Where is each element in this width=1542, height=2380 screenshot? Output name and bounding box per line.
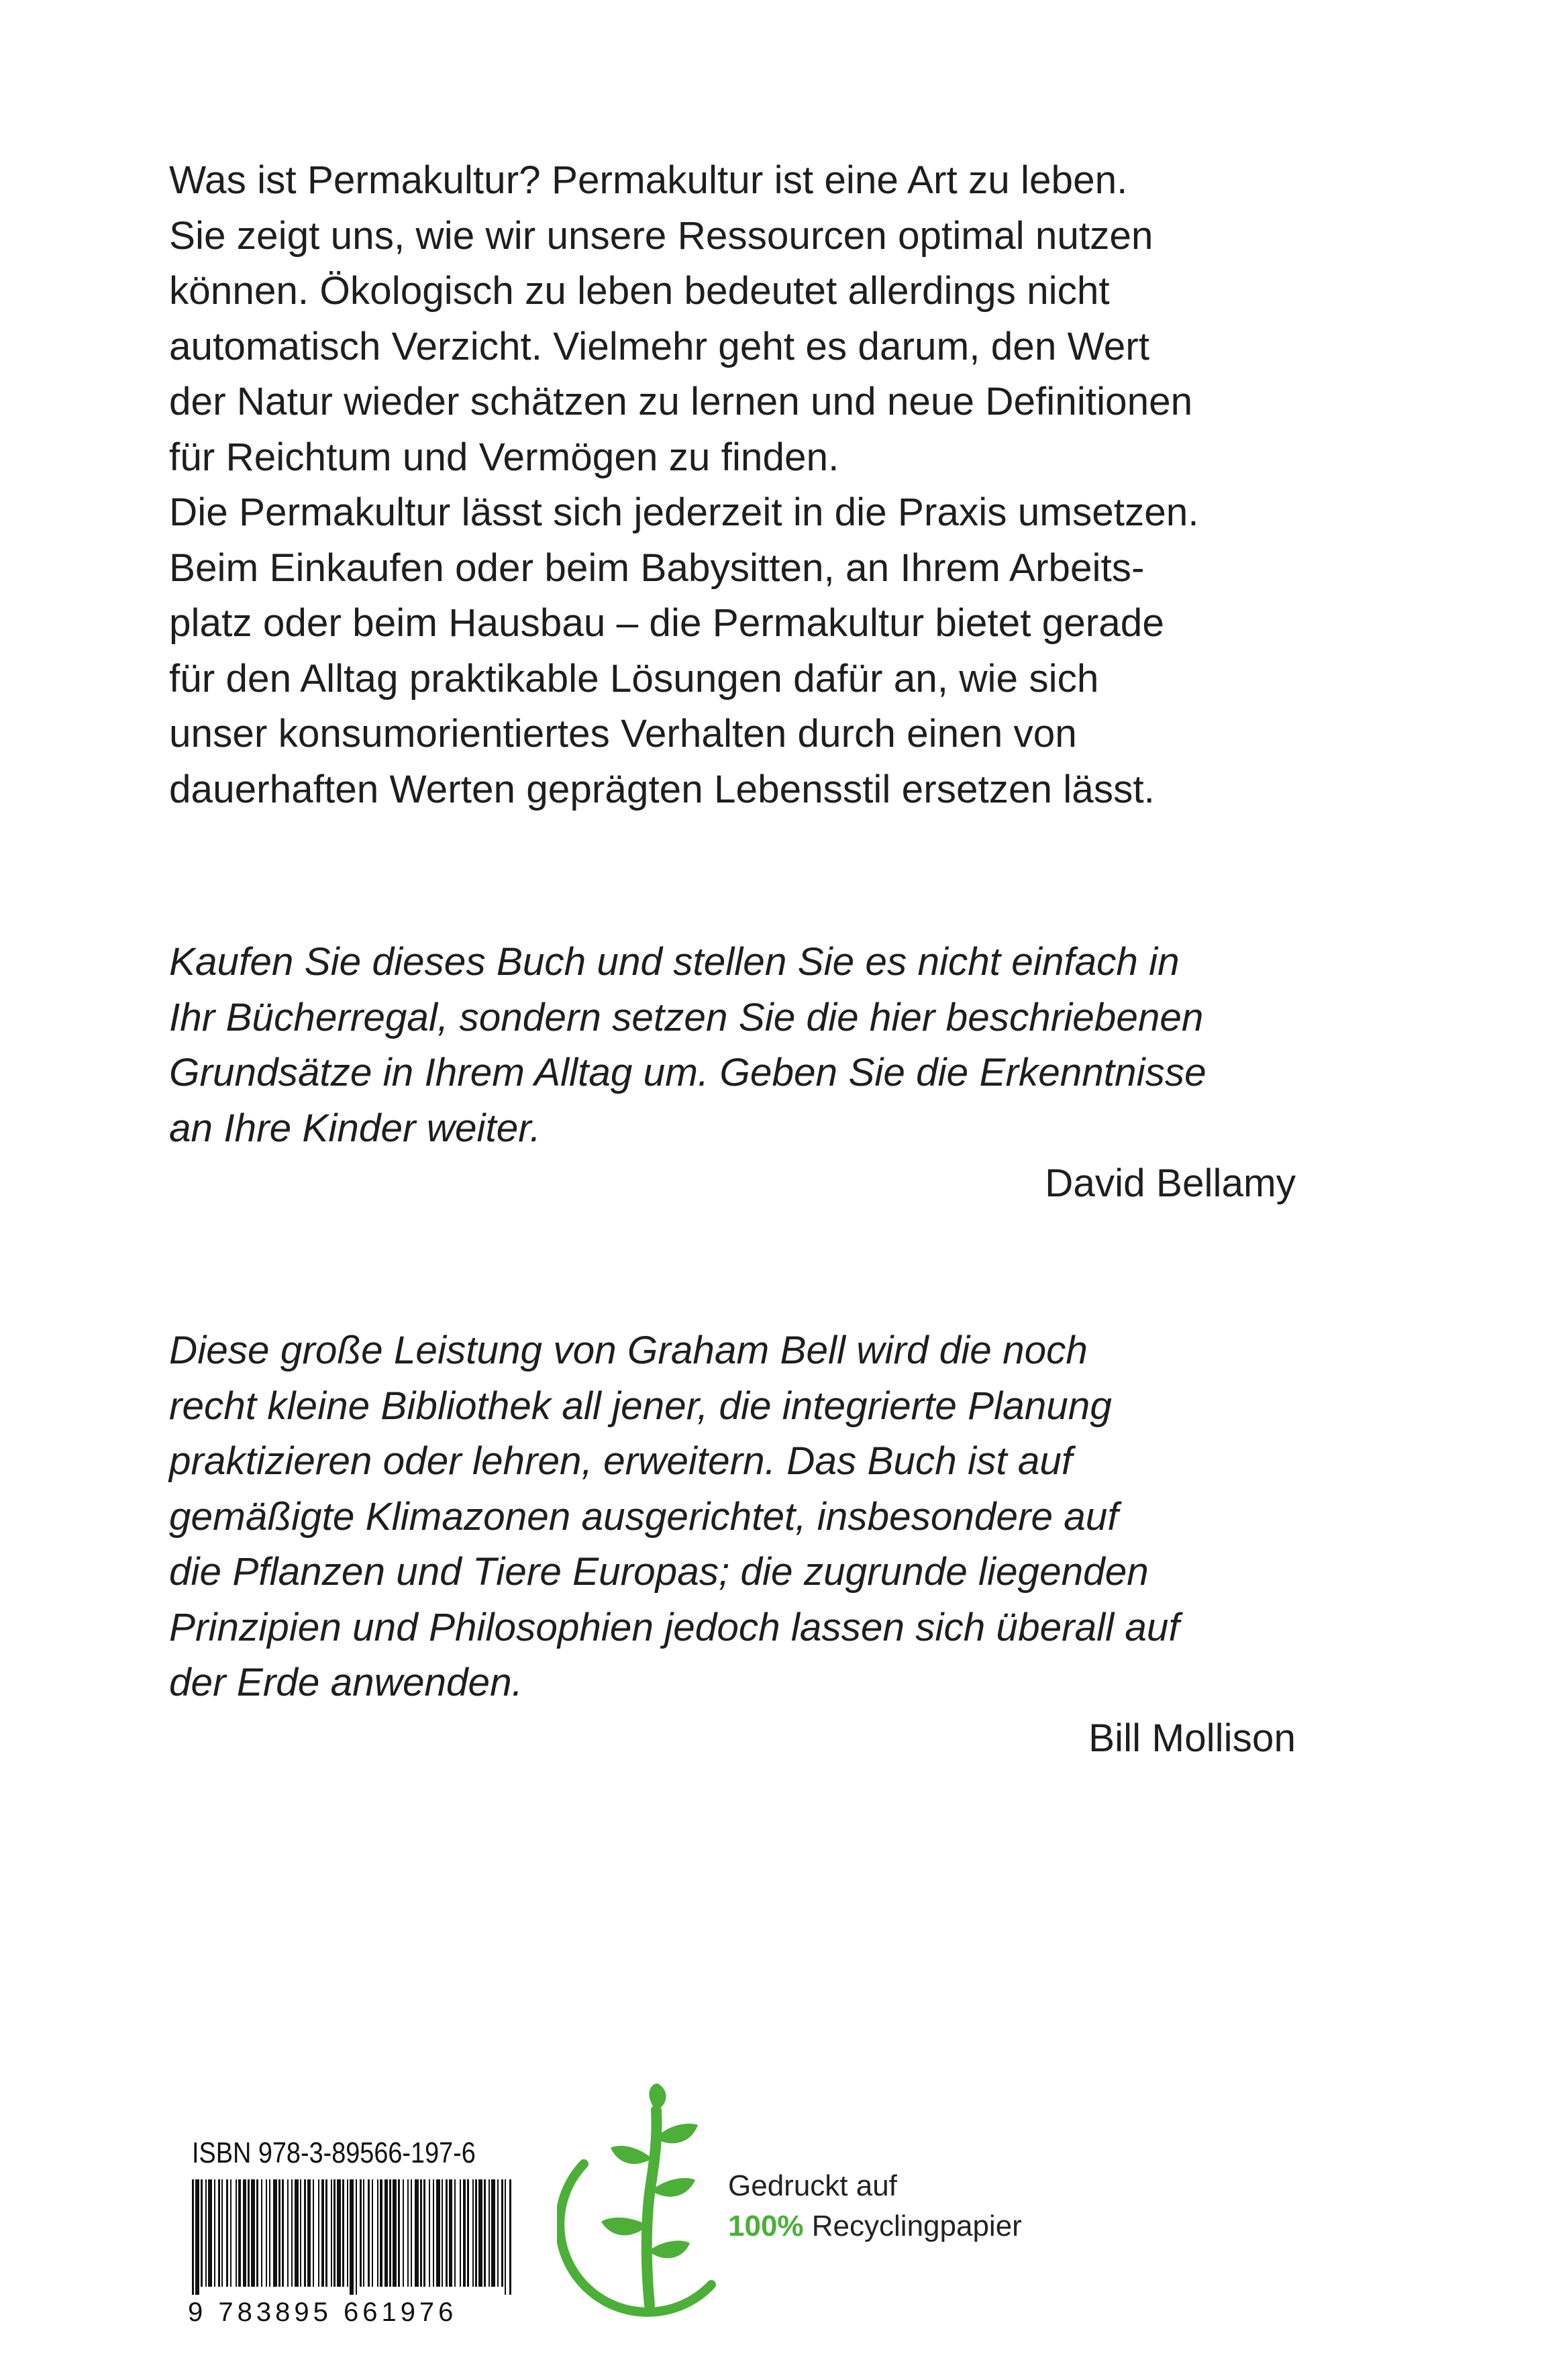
quote-line: die Pflanzen und Tiere Europas; die zugrunde liegenden [169, 1550, 1149, 1594]
barcode-bar [300, 2179, 301, 2287]
barcode-bar [380, 2179, 382, 2287]
eco-badge-line1: Gedruckt auf [728, 2169, 897, 2202]
text-line: Beim Einkaufen oder beim Babysitten, an Ihrem Arbeits- [169, 546, 1145, 590]
barcode-bar [331, 2179, 332, 2287]
barcode-bar [243, 2179, 246, 2287]
barcode-bar [248, 2179, 250, 2287]
quote-line: Diese große Leistung von Graham Bell wird die noch [169, 1329, 1088, 1372]
barcode-bar [278, 2179, 280, 2287]
barcode-bar [238, 2179, 241, 2287]
barcode-bar [467, 2179, 469, 2287]
quote-line: der Erde anwenden. [169, 1661, 523, 1704]
eco-badge-percent: 100% [728, 2210, 804, 2242]
plant-sprout-icon [557, 2083, 738, 2318]
barcode-bar [372, 2179, 373, 2287]
intro-text [169, 153, 1296, 817]
barcode-bar [325, 2179, 327, 2287]
barcode-bar [221, 2179, 223, 2287]
barcode-bar [291, 2179, 293, 2287]
barcode-bar [266, 2179, 267, 2287]
barcode-bar [446, 2179, 448, 2287]
barcode-bar [433, 2179, 434, 2287]
quote-line: Grundsätze in Ihrem Alltag um. Geben Sie die Erkenntnisse [169, 1051, 1206, 1094]
text-line: für Reichtum und Vermögen zu finden. [169, 435, 839, 479]
quote-line: praktizieren oder lehren, erweitern. Das Buch ist auf [169, 1439, 1073, 1483]
eco-badge-line2 [728, 2208, 1022, 2245]
isbn-label: ISBN 978-3-89566-197-6 [192, 2136, 476, 2169]
barcode-bar [360, 2179, 362, 2287]
quote-line: Ihr Bücherregal, sondern setzen Sie die hier beschriebenen [169, 995, 1204, 1039]
text-line: dauerhaften Werten geprägten Lebensstil ersetzen lässt. [169, 767, 1155, 811]
barcode-bar [282, 2179, 284, 2287]
barcode-bar [307, 2179, 311, 2287]
barcode-bar [226, 2179, 228, 2287]
barcode-bar [423, 2179, 425, 2287]
barcode-bar [460, 2179, 461, 2287]
barcode-bar [407, 2179, 409, 2287]
barcode-bar [363, 2179, 364, 2287]
quote-line: recht kleine Bibliothek all jener, die integrierte Planung [169, 1384, 1112, 1428]
barcode-bar [347, 2179, 348, 2287]
barcode-bar [449, 2179, 452, 2287]
barcode-bar [398, 2179, 400, 2287]
text-line: unser konsumorientiertes Verhalten durch einen von [169, 712, 1077, 756]
barcode-bar [478, 2179, 482, 2287]
barcode-bar [295, 2179, 299, 2287]
text-line: Was ist Permakultur? Permakultur ist eine Art zu leben. [169, 158, 1128, 202]
barcode-bar [403, 2179, 404, 2287]
barcode-bar [505, 2179, 506, 2295]
barcode-bar [411, 2179, 412, 2287]
barcode-bar [269, 2179, 270, 2287]
barcode-bar [389, 2179, 391, 2287]
barcode-bar [350, 2179, 354, 2295]
quote-author-mollison: Bill Mollison [1088, 1716, 1296, 1760]
barcode-bar [192, 2179, 194, 2295]
barcode-bar [415, 2179, 419, 2287]
quote-line: Prinzipien und Philosophien jedoch lassen sich überall auf [169, 1605, 1180, 1649]
text-line: der Natur wieder schätzen zu lernen und neue Definitionen [169, 380, 1193, 423]
eco-badge-line2-rest: Recyclingpapier [803, 2210, 1022, 2242]
barcode-bar [484, 2179, 486, 2287]
barcode-bar [475, 2179, 477, 2287]
barcode-bar [436, 2179, 440, 2287]
barcode-bar [463, 2179, 466, 2287]
barcode-bar [287, 2179, 289, 2287]
barcode-bar [218, 2179, 220, 2287]
text-line: platz oder beim Hausbau – die Permakultur bietet gerade [169, 601, 1164, 645]
barcode-bar [497, 2179, 499, 2287]
text-line: können. Ökologisch zu leben bedeutet allerdings nicht [169, 269, 1110, 313]
quote-bellamy [169, 935, 1296, 1156]
text-line: automatisch Verzicht. Vielmehr geht es darum, den Wert [169, 324, 1150, 368]
barcode-bar [472, 2179, 474, 2287]
barcode-bar [313, 2179, 314, 2287]
barcode-bar [342, 2179, 344, 2287]
barcode-bar [454, 2179, 456, 2287]
barcode-bar [256, 2179, 258, 2287]
quote-author-bellamy: David Bellamy [1045, 1161, 1296, 1205]
text-line: Sie zeigt uns, wie wir unsere Ressourcen optimal nutzen [169, 213, 1153, 258]
barcode-bar [304, 2179, 306, 2287]
barcode-bar [429, 2179, 430, 2287]
barcode-bar [420, 2179, 422, 2287]
barcode-digits: 9 783895 661976 [188, 2297, 458, 2327]
text-line: Die Permakultur lässt sich jederzeit in die Praxis umsetzen. [169, 490, 1199, 534]
barcode-bar [356, 2179, 357, 2295]
barcode-bar [230, 2179, 232, 2287]
barcode-bar [318, 2179, 319, 2287]
barcode-bar [333, 2179, 336, 2287]
barcode-bar [273, 2179, 277, 2287]
barcode-bar [214, 2179, 215, 2287]
barcode-bar [501, 2179, 503, 2287]
barcode-bar [261, 2179, 262, 2287]
barcode-bar [236, 2179, 237, 2287]
barcode-bar [489, 2179, 490, 2287]
barcode-icon [188, 2179, 517, 2295]
barcode-bar [321, 2179, 324, 2287]
barcode-bar [205, 2179, 207, 2287]
barcode-bar [509, 2179, 511, 2295]
quote-line: an Ihre Kinder weiter. [169, 1106, 541, 1150]
barcode-bar [393, 2179, 397, 2287]
barcode-bar [195, 2179, 199, 2295]
barcode-bar [368, 2179, 370, 2287]
text-line: für den Alltag praktikable Lösungen dafür an, wie sich [169, 656, 1099, 701]
quote-line: gemäßigte Klimazonen ausgerichtet, insbesondere auf [169, 1494, 1119, 1539]
barcode-bar [201, 2179, 203, 2287]
barcode-bar [384, 2179, 388, 2287]
barcode-bar [208, 2179, 212, 2287]
quote-line: Kaufen Sie dieses Buch und stellen Sie es nicht einfach in [169, 940, 1180, 984]
barcode-bar [337, 2179, 341, 2287]
barcode-bar [442, 2179, 443, 2287]
quote-mollison [169, 1323, 1296, 1711]
barcode-bar [251, 2179, 255, 2287]
barcode-bar [377, 2179, 378, 2287]
barcode-bar [491, 2179, 495, 2287]
